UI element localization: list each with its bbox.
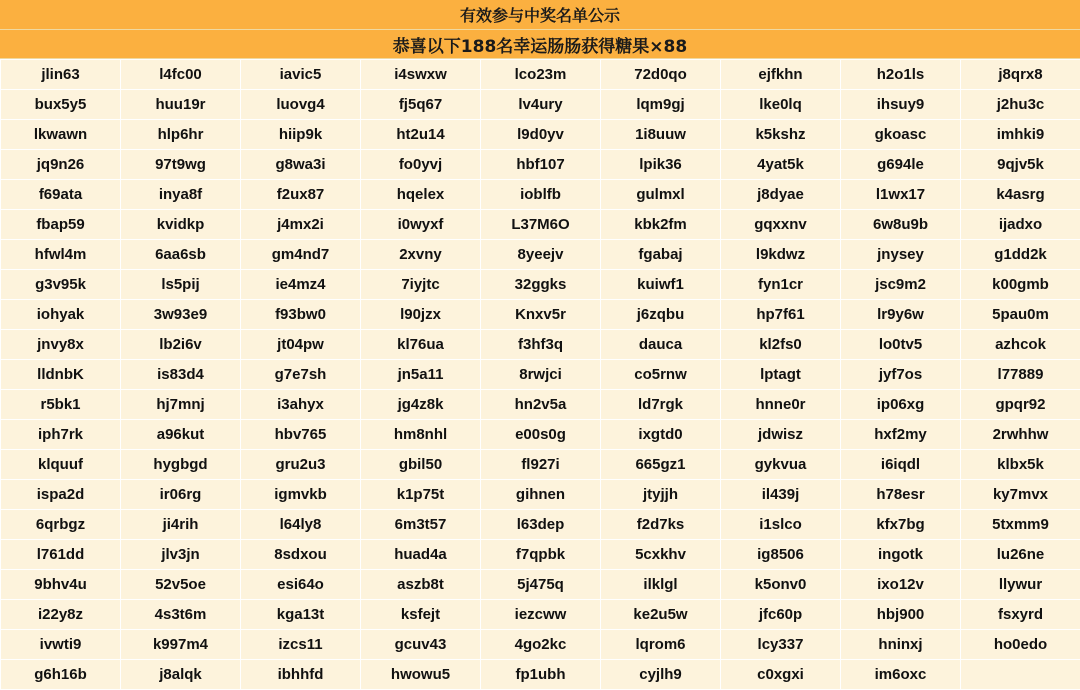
winner-cell: ir06rg	[121, 480, 241, 510]
winner-cell: azhcok	[961, 330, 1080, 360]
winner-cell: lpik36	[601, 150, 721, 180]
winner-cell: 665gz1	[601, 450, 721, 480]
winner-cell: i6iqdl	[841, 450, 961, 480]
winner-cell: g1dd2k	[961, 240, 1080, 270]
winner-cell: hnne0r	[721, 390, 841, 420]
table-row	[1, 420, 1080, 450]
table-row	[1, 600, 1080, 630]
winner-cell: ld7rgk	[601, 390, 721, 420]
winner-cell: f2ux87	[241, 180, 361, 210]
winner-cell: 52v5oe	[121, 570, 241, 600]
winner-cell: gru2u3	[241, 450, 361, 480]
winner-cell: 5pau0m	[961, 300, 1080, 330]
winner-cell: hfwl4m	[1, 240, 121, 270]
winners-table-body	[1, 60, 1080, 690]
winner-cell: ivwti9	[1, 630, 121, 660]
winner-cell: ispa2d	[1, 480, 121, 510]
winner-cell: j4mx2i	[241, 210, 361, 240]
winner-cell: il439j	[721, 480, 841, 510]
winner-cell: kfx7bg	[841, 510, 961, 540]
winner-cell	[961, 660, 1080, 690]
winner-cell: izcs11	[241, 630, 361, 660]
winner-cell: im6oxc	[841, 660, 961, 690]
winner-cell: gihnen	[481, 480, 601, 510]
winner-cell: i0wyxf	[361, 210, 481, 240]
winner-cell: llywur	[961, 570, 1080, 600]
table-row	[1, 360, 1080, 390]
winner-cell: ijadxo	[961, 210, 1080, 240]
winner-cell: f69ata	[1, 180, 121, 210]
winner-cell: iph7rk	[1, 420, 121, 450]
table-row	[1, 270, 1080, 300]
winner-cell: lldnbK	[1, 360, 121, 390]
winner-cell: lcy337	[721, 630, 841, 660]
winner-cell: lv4ury	[481, 90, 601, 120]
winner-cell: L37M6O	[481, 210, 601, 240]
winner-cell: j6zqbu	[601, 300, 721, 330]
winner-cell: 9bhv4u	[1, 570, 121, 600]
winner-cell: l63dep	[481, 510, 601, 540]
winner-cell: ht2u14	[361, 120, 481, 150]
winner-cell: lb2i6v	[121, 330, 241, 360]
winner-cell: ejfkhn	[721, 60, 841, 90]
winner-cell: jq9n26	[1, 150, 121, 180]
winner-cell: 1i8uuw	[601, 120, 721, 150]
winner-cell: lqrom6	[601, 630, 721, 660]
winner-cell: a96kut	[121, 420, 241, 450]
winner-cell: f7qpbk	[481, 540, 601, 570]
winner-cell: ls5pij	[121, 270, 241, 300]
winner-cell: gkoasc	[841, 120, 961, 150]
winner-cell: ksfejt	[361, 600, 481, 630]
winner-cell: i1slco	[721, 510, 841, 540]
winner-cell: kuiwf1	[601, 270, 721, 300]
winner-cell: jt04pw	[241, 330, 361, 360]
winner-cell: hbj900	[841, 600, 961, 630]
winner-cell: jyf7os	[841, 360, 961, 390]
winner-cell: dauca	[601, 330, 721, 360]
winner-cell: jnvy8x	[1, 330, 121, 360]
table-row	[1, 60, 1080, 90]
winner-cell: fl927i	[481, 450, 601, 480]
winner-cell: aszb8t	[361, 570, 481, 600]
winner-cell: hp7f61	[721, 300, 841, 330]
winner-cell: ibhhfd	[241, 660, 361, 690]
winner-cell: gulmxl	[601, 180, 721, 210]
winner-cell: hxf2my	[841, 420, 961, 450]
table-row	[1, 630, 1080, 660]
winner-cell: e00s0g	[481, 420, 601, 450]
winner-cell: jn5a11	[361, 360, 481, 390]
winner-cell: kvidkp	[121, 210, 241, 240]
winner-cell: hwowu5	[361, 660, 481, 690]
winner-cell: l9d0yv	[481, 120, 601, 150]
winner-cell: lu26ne	[961, 540, 1080, 570]
winner-cell: f93bw0	[241, 300, 361, 330]
winner-cell: 4go2kc	[481, 630, 601, 660]
winner-cell: f2d7ks	[601, 510, 721, 540]
winner-cell: kga13t	[241, 600, 361, 630]
winner-cell: hiip9k	[241, 120, 361, 150]
winner-cell: lr9y6w	[841, 300, 961, 330]
winner-cell: fp1ubh	[481, 660, 601, 690]
winner-cell: jnysey	[841, 240, 961, 270]
table-row	[1, 570, 1080, 600]
winner-cell: ilklgl	[601, 570, 721, 600]
winner-cell: j8qrx8	[961, 60, 1080, 90]
winner-cell: g3v95k	[1, 270, 121, 300]
winner-cell: k00gmb	[961, 270, 1080, 300]
winner-cell: fj5q67	[361, 90, 481, 120]
winner-cell: gcuv43	[361, 630, 481, 660]
winner-cell: iezcww	[481, 600, 601, 630]
winner-cell: l761dd	[1, 540, 121, 570]
winner-cell: hlp6hr	[121, 120, 241, 150]
winner-cell: jfc60p	[721, 600, 841, 630]
winner-cell: h2o1ls	[841, 60, 961, 90]
winner-cell: l90jzx	[361, 300, 481, 330]
winner-cell: 5cxkhv	[601, 540, 721, 570]
winner-cell: 6aa6sb	[121, 240, 241, 270]
winner-cell: ioblfb	[481, 180, 601, 210]
winner-cell: fgabaj	[601, 240, 721, 270]
winner-cell: 8yeejv	[481, 240, 601, 270]
winner-cell: 8sdxou	[241, 540, 361, 570]
winner-cell: kbk2fm	[601, 210, 721, 240]
winner-cell: r5bk1	[1, 390, 121, 420]
winner-cell: ie4mz4	[241, 270, 361, 300]
winner-cell: imhki9	[961, 120, 1080, 150]
winner-cell: is83d4	[121, 360, 241, 390]
winner-cell: l4fc00	[121, 60, 241, 90]
winner-cell: bux5y5	[1, 90, 121, 120]
winner-cell: ig8506	[721, 540, 841, 570]
winner-cell: 4yat5k	[721, 150, 841, 180]
winner-cell: 72d0qo	[601, 60, 721, 90]
winner-cell: l9kdwz	[721, 240, 841, 270]
winner-cell: g694le	[841, 150, 961, 180]
table-row	[1, 390, 1080, 420]
winner-cell: gbil50	[361, 450, 481, 480]
winner-cell: i4swxw	[361, 60, 481, 90]
winner-cell: 5txmm9	[961, 510, 1080, 540]
winner-cell: i22y8z	[1, 600, 121, 630]
table-row	[1, 240, 1080, 270]
winner-cell: hqelex	[361, 180, 481, 210]
winner-cell: j8dyae	[721, 180, 841, 210]
table-row	[1, 210, 1080, 240]
table-row	[1, 180, 1080, 210]
winner-cell: hygbgd	[121, 450, 241, 480]
table-row	[1, 450, 1080, 480]
winner-cell: 32ggks	[481, 270, 601, 300]
winner-cell: gm4nd7	[241, 240, 361, 270]
winner-cell: 4s3t6m	[121, 600, 241, 630]
winner-cell: c0xgxi	[721, 660, 841, 690]
winner-cell: ho0edo	[961, 630, 1080, 660]
winner-cell: lptagt	[721, 360, 841, 390]
winner-cell: co5rnw	[601, 360, 721, 390]
page-title: 有效参与中奖名单公示	[0, 0, 1080, 30]
winner-cell: jtyjjh	[601, 480, 721, 510]
winner-cell: fyn1cr	[721, 270, 841, 300]
winner-cell: h78esr	[841, 480, 961, 510]
winner-cell: ji4rih	[121, 510, 241, 540]
winner-cell: j2hu3c	[961, 90, 1080, 120]
winner-cell: f3hf3q	[481, 330, 601, 360]
winner-cell: l1wx17	[841, 180, 961, 210]
table-row	[1, 540, 1080, 570]
table-row	[1, 150, 1080, 180]
winner-cell: jlin63	[1, 60, 121, 90]
winner-cell: inya8f	[121, 180, 241, 210]
winner-cell: cyjlh9	[601, 660, 721, 690]
winner-cell: k1p75t	[361, 480, 481, 510]
winner-cell: hj7mnj	[121, 390, 241, 420]
winner-cell: ip06xg	[841, 390, 961, 420]
winner-cell: klquuf	[1, 450, 121, 480]
winner-cell: 6w8u9b	[841, 210, 961, 240]
winner-cell: hbv765	[241, 420, 361, 450]
winner-cell: k5kshz	[721, 120, 841, 150]
winner-cell: k4asrg	[961, 180, 1080, 210]
winner-cell: jdwisz	[721, 420, 841, 450]
winner-cell: 6qrbgz	[1, 510, 121, 540]
winner-cell: jg4z8k	[361, 390, 481, 420]
winner-cell: ky7mvx	[961, 480, 1080, 510]
winner-cell: 9qjv5k	[961, 150, 1080, 180]
table-row	[1, 510, 1080, 540]
winner-cell: 7iyjtc	[361, 270, 481, 300]
winner-cell: 8rwjci	[481, 360, 601, 390]
winner-cell: huu19r	[121, 90, 241, 120]
winner-cell: 6m3t57	[361, 510, 481, 540]
winner-cell: k5onv0	[721, 570, 841, 600]
winner-cell: lqm9gj	[601, 90, 721, 120]
winner-cell: klbx5k	[961, 450, 1080, 480]
winner-cell: g6h16b	[1, 660, 121, 690]
winner-cell: g8wa3i	[241, 150, 361, 180]
winner-cell: kl2fs0	[721, 330, 841, 360]
winner-cell: lke0lq	[721, 90, 841, 120]
winner-cell: 2rwhhw	[961, 420, 1080, 450]
winner-cell: ingotk	[841, 540, 961, 570]
winner-cell: gykvua	[721, 450, 841, 480]
winner-cell: fsxyrd	[961, 600, 1080, 630]
table-row	[1, 90, 1080, 120]
winner-cell: lco23m	[481, 60, 601, 90]
winner-cell: k997m4	[121, 630, 241, 660]
winner-cell: fo0yvj	[361, 150, 481, 180]
page-subtitle: 恭喜以下188名幸运肠肠获得糖果×88	[0, 30, 1080, 59]
winner-cell: jlv3jn	[121, 540, 241, 570]
winners-table	[0, 59, 1080, 690]
winner-cell: fbap59	[1, 210, 121, 240]
winner-cell: lo0tv5	[841, 330, 961, 360]
winner-cell: kl76ua	[361, 330, 481, 360]
winner-cell: 2xvny	[361, 240, 481, 270]
winner-cell: 3w93e9	[121, 300, 241, 330]
winner-cell: Knxv5r	[481, 300, 601, 330]
winner-cell: lkwawn	[1, 120, 121, 150]
winner-cell: ixgtd0	[601, 420, 721, 450]
table-row	[1, 480, 1080, 510]
winner-cell: esi64o	[241, 570, 361, 600]
winner-cell: igmvkb	[241, 480, 361, 510]
winner-cell: hbf107	[481, 150, 601, 180]
winner-cell: ixo12v	[841, 570, 961, 600]
winner-cell: hm8nhl	[361, 420, 481, 450]
winner-cell: luovg4	[241, 90, 361, 120]
winner-cell: l77889	[961, 360, 1080, 390]
winner-cell: i3ahyx	[241, 390, 361, 420]
winner-cell: 5j475q	[481, 570, 601, 600]
table-row	[1, 300, 1080, 330]
table-row	[1, 330, 1080, 360]
winner-cell: iohyak	[1, 300, 121, 330]
table-row	[1, 660, 1080, 690]
winner-cell: ke2u5w	[601, 600, 721, 630]
winner-cell: iavic5	[241, 60, 361, 90]
winner-cell: gpqr92	[961, 390, 1080, 420]
winner-cell: g7e7sh	[241, 360, 361, 390]
table-row	[1, 120, 1080, 150]
winner-cell: jsc9m2	[841, 270, 961, 300]
winner-cell: 97t9wg	[121, 150, 241, 180]
winner-cell: hn2v5a	[481, 390, 601, 420]
winner-cell: hninxj	[841, 630, 961, 660]
winner-cell: j8alqk	[121, 660, 241, 690]
winner-cell: l64ly8	[241, 510, 361, 540]
winner-cell: gqxxnv	[721, 210, 841, 240]
winner-cell: ihsuy9	[841, 90, 961, 120]
winner-cell: huad4a	[361, 540, 481, 570]
